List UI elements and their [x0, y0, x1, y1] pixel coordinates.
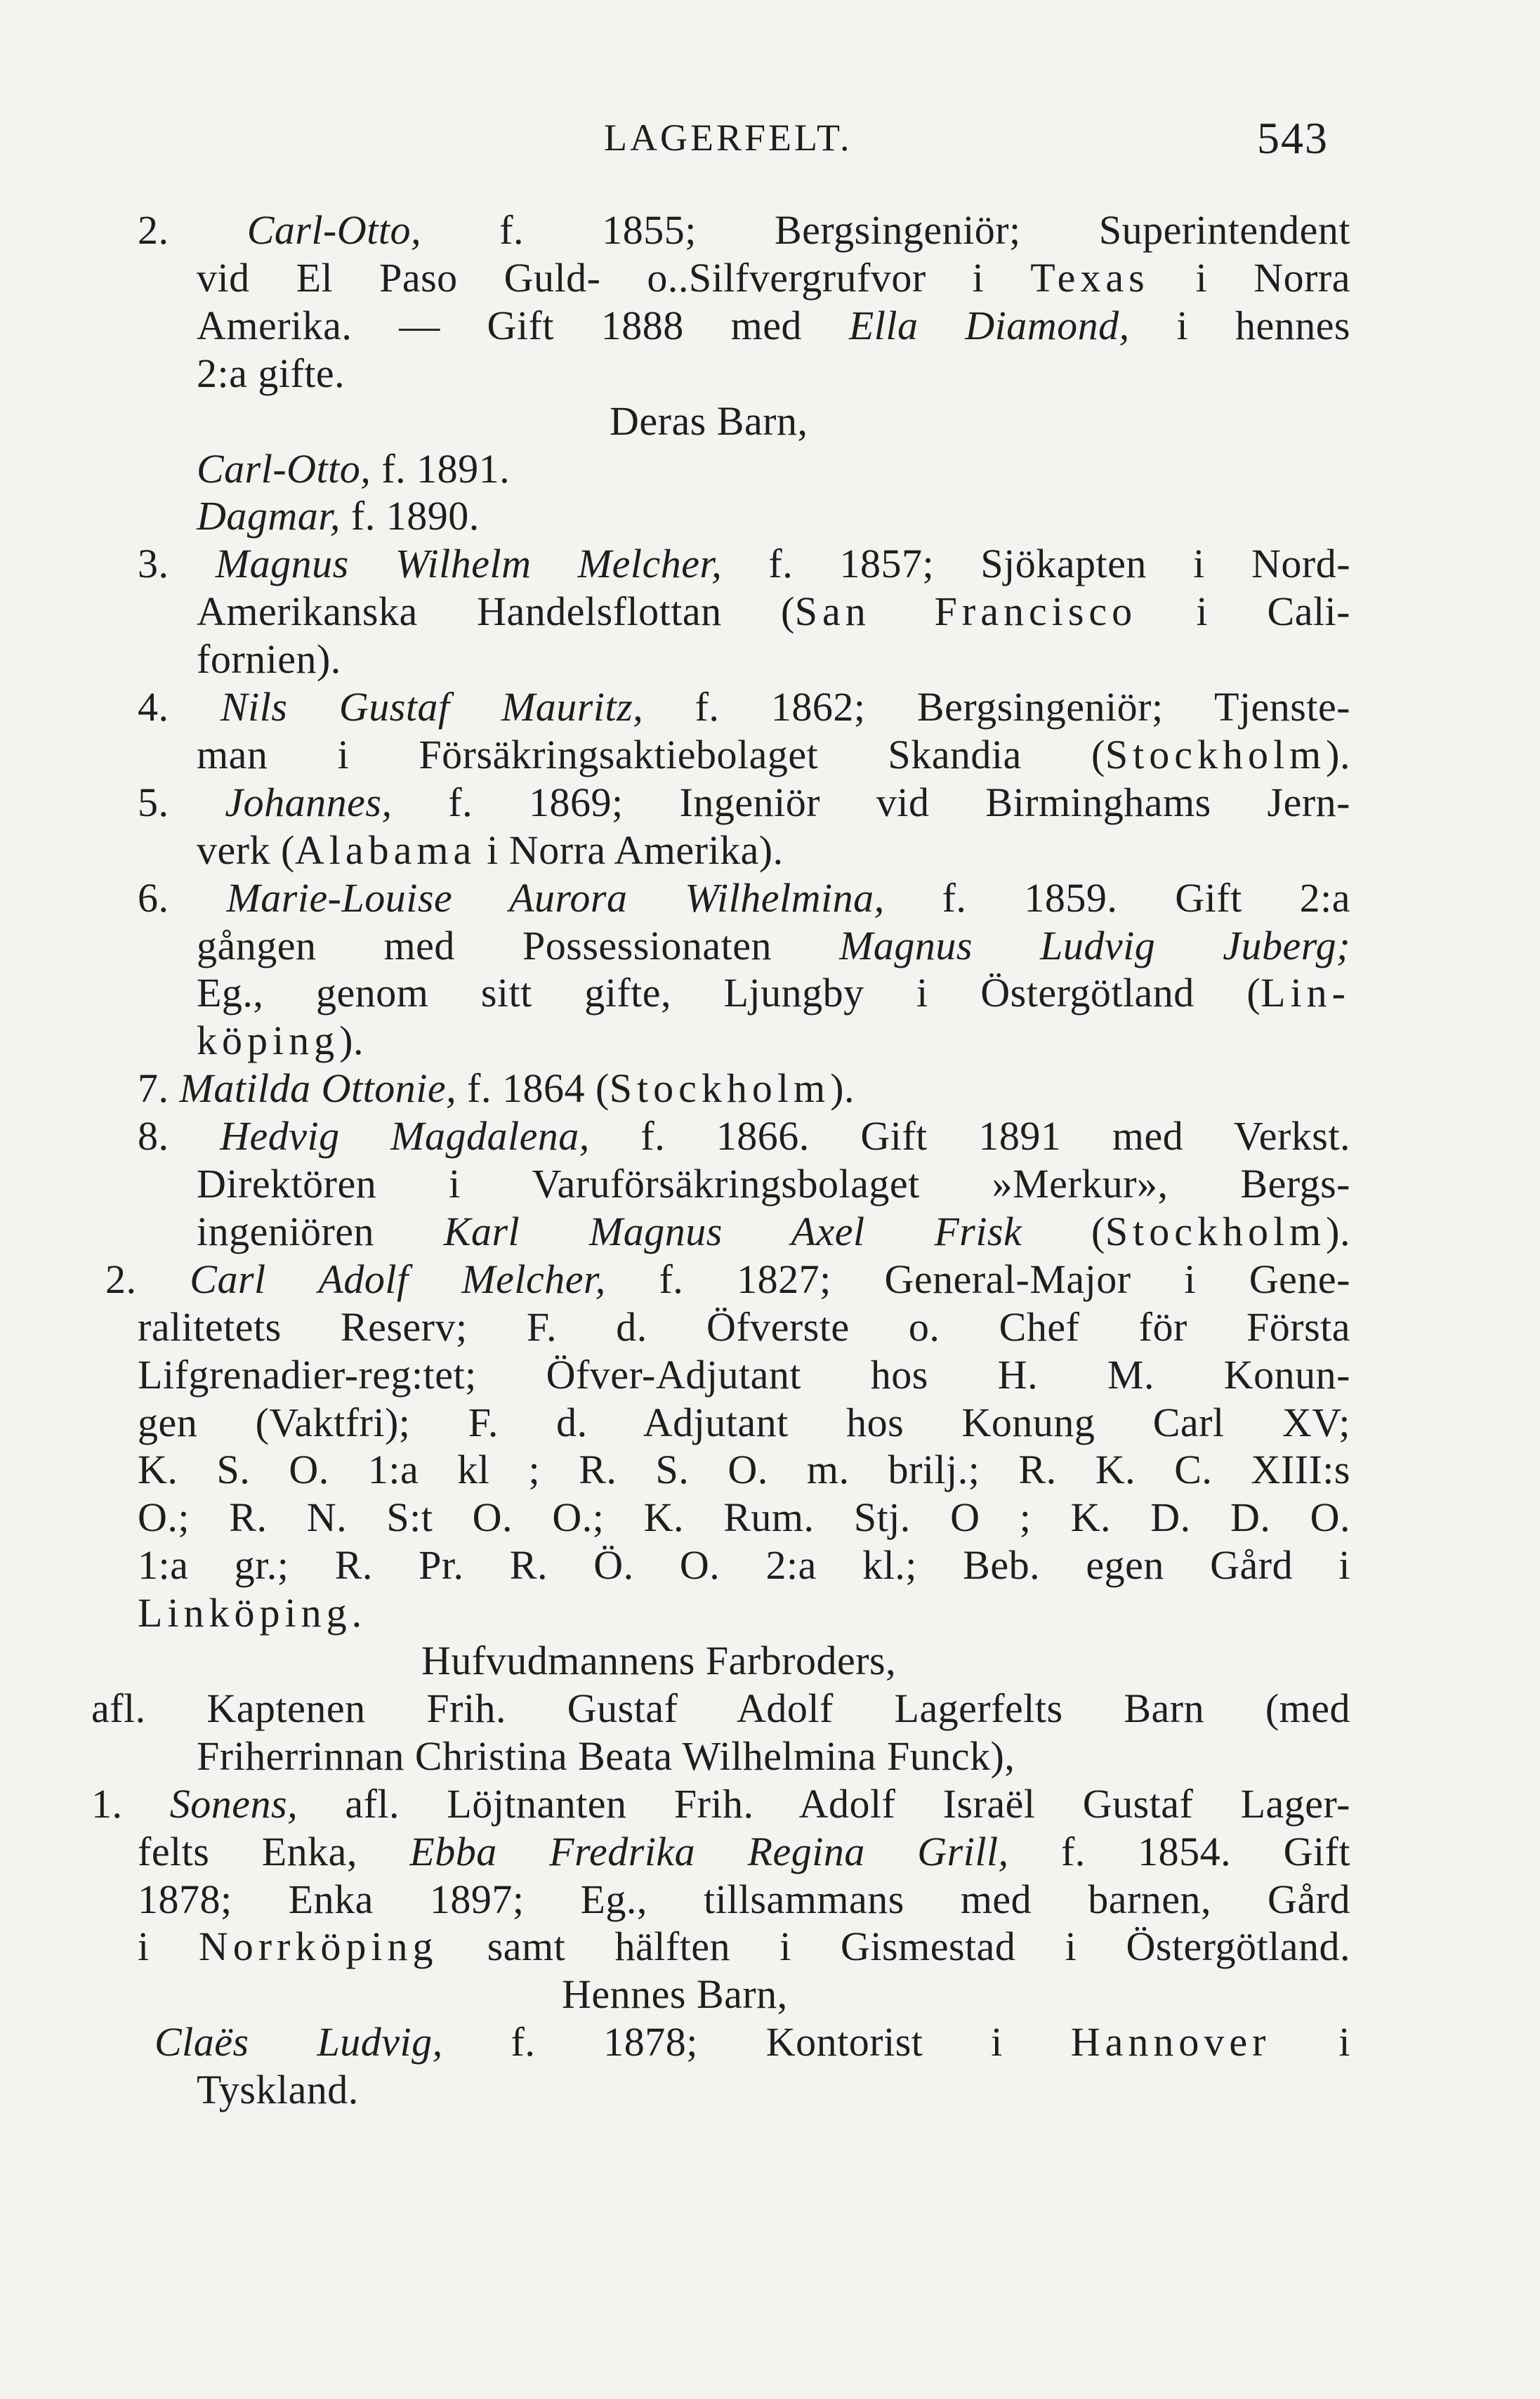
text-line [0, 254, 1540, 303]
text-line [0, 778, 1540, 827]
text-line [0, 349, 1540, 398]
text-run: 7. [138, 1065, 180, 1111]
text-line [0, 1112, 1540, 1161]
text-line [0, 1922, 1540, 1971]
text-line [0, 1016, 1540, 1065]
text-run: K. S. O. 1:a kl ; R. S. O. m. brilj.; R. K. C. XIII:s [138, 1447, 1350, 1492]
text-run: 2:a gifte. [197, 350, 345, 396]
text-run: ingeniören [197, 1209, 444, 1254]
text-run: Carl-Otto, [197, 446, 371, 492]
text-run: Friherrinnan Christina Beata Wilhelmina Funck), [197, 1733, 1015, 1779]
text-run: i [1270, 2019, 1350, 2065]
text-line [0, 1207, 1540, 1256]
text-run: 2. [105, 1256, 190, 1302]
running-head: LAGERFELT. [604, 117, 853, 159]
text-line [0, 1684, 1540, 1733]
text-run: afl. Löjtnanten Frih. Adolf Israël Gustaf Lager- [298, 1781, 1350, 1827]
text-run: 1:a gr.; R. Pr. R. Ö. O. 2:a kl.; Beb. egen Gård i [138, 1542, 1350, 1588]
text-line [0, 1493, 1540, 1542]
text-run: Stockholm [1105, 732, 1327, 777]
text-run: Hufvudmannens Farbroders, [421, 1638, 897, 1683]
text-run: Claës Ludvig, [154, 2019, 443, 2065]
text-run: Carl-Otto, [246, 207, 421, 253]
text-run: Dagmar, [197, 493, 341, 539]
text-line [0, 1445, 1540, 1494]
text-line [0, 397, 1540, 446]
text-run: Ella Diamond, [848, 303, 1130, 348]
text-run: Hennes Barn, [562, 1971, 788, 2017]
text-line [0, 1827, 1540, 1877]
text-run: Ebba Fredrika Regina Grill, [409, 1829, 1009, 1874]
text-line [0, 206, 1540, 255]
text-run: i Norra [1149, 255, 1350, 301]
text-line [0, 826, 1540, 875]
text-run: Lifgrenadier-reg:tet; Öfver-Adjutant hos H. M. Konun- [138, 1352, 1350, 1398]
text-run: Matilda Ottonie, [179, 1065, 457, 1111]
text-run: f. 1857; Sjökapten i Nord- [722, 541, 1350, 586]
text-run: Sonens, [169, 1781, 298, 1827]
text-run: Johannes, [225, 780, 393, 825]
text-run: San Francisco [794, 589, 1138, 634]
text-line [0, 1159, 1540, 1209]
text-line [0, 921, 1540, 971]
text-run: Marie-Louise Aurora Wilhelmina, [226, 875, 885, 921]
text-run: Karl Magnus Axel Frisk [443, 1209, 1022, 1254]
text-run: f. 1869; Ingeniör vid Birminghams Jern- [392, 780, 1350, 825]
text-run: 2. [138, 207, 247, 253]
text-run: Alabama [294, 827, 477, 873]
text-line [0, 2065, 1540, 2115]
text-run: Carl Adolf Melcher, [190, 1256, 606, 1302]
text-run: afl. Kaptenen Frih. Gustaf Adolf Lagerfelts Barn (med [91, 1685, 1350, 1731]
text-run: ). [1326, 732, 1350, 777]
text-line [0, 874, 1540, 923]
text-line [0, 1398, 1540, 1447]
text-run: f. 1862; Bergsingeniör; Tjenste- [643, 684, 1350, 730]
text-line [0, 968, 1540, 1018]
text-run: f. 1864 ( [456, 1065, 610, 1111]
text-run: gången med Possessionaten [197, 923, 840, 968]
text-line [0, 445, 1540, 494]
text-run: 5. [138, 780, 225, 825]
text-run: vid El Paso Guld- o..Silfvergrufvor i [197, 255, 1031, 301]
text-run: köping [197, 1018, 340, 1063]
text-line [0, 1541, 1540, 1590]
text-run: Lin- [1261, 970, 1350, 1016]
text-run: gen (Vaktfri); F. d. Adjutant hos Konung Carl XV; [138, 1400, 1350, 1445]
text-run: ralitetets Reserv; F. d. Öfverste o. Chef för Första [138, 1304, 1350, 1350]
text-run: 8. [138, 1113, 221, 1159]
text-line [0, 1064, 1540, 1113]
text-run: Nils Gustaf Mauritz, [220, 684, 644, 730]
text-line [0, 730, 1540, 780]
text-run: ). [1326, 1209, 1350, 1254]
text-run: O.; R. N. S:t O. O.; K. Rum. Stj. O ; K. D. D. O. [138, 1494, 1350, 1540]
text-run: Texas [1030, 255, 1150, 301]
text-run: 6. [138, 875, 227, 921]
text-line [0, 683, 1540, 732]
text-line [0, 1970, 1540, 2019]
text-line [0, 1350, 1540, 1400]
text-run: Magnus Wilhelm Melcher, [215, 541, 723, 586]
text-run: f. 1891. [371, 446, 511, 492]
text-run: fornien). [197, 636, 341, 682]
text-run: Tyskland. [197, 2067, 359, 2112]
text-run: ). [830, 1065, 855, 1111]
text-run: i Norra Amerika). [476, 827, 784, 873]
text-line [0, 1636, 1540, 1685]
text-line [0, 2018, 1540, 2067]
text-run: Hannover [1070, 2019, 1271, 2065]
text-run: 3. [138, 541, 216, 586]
text-run: i Cali- [1137, 589, 1350, 634]
text-run: 4. [138, 684, 221, 730]
text-run: Deras Barn, [610, 398, 808, 444]
text-line [0, 1875, 1540, 1924]
text-line [0, 587, 1540, 636]
text-line [0, 301, 1540, 350]
text-run: f. 1890. [340, 493, 480, 539]
text-run: 1. [91, 1781, 170, 1827]
text-line [0, 539, 1540, 589]
text-line [0, 635, 1540, 684]
text-run: i [138, 1924, 199, 1969]
text-run: Stockholm [609, 1065, 831, 1111]
text-line [0, 1780, 1540, 1829]
text-run: . [351, 1590, 362, 1636]
text-run: i hennes [1129, 303, 1350, 348]
text-run: f. 1854. Gift [1008, 1829, 1350, 1874]
text-run: samt hälften i Gismestad i Östergötland. [437, 1924, 1350, 1969]
text-run: f. 1866. Gift 1891 med Verkst. [589, 1113, 1350, 1159]
text-line [0, 1255, 1540, 1304]
text-line [0, 1589, 1540, 1638]
text-run: Magnus Ludvig Juberg; [839, 923, 1350, 968]
text-line [0, 1732, 1540, 1781]
text-run: f. 1855; Bergsingeniör; Superintendent [421, 207, 1350, 253]
text-run: Linköping [138, 1590, 352, 1636]
text-run: f. 1878; Kontorist i [442, 2019, 1071, 2065]
text-run: Eg., genom sitt gifte, Ljungby i Östergötland ( [197, 970, 1261, 1016]
text-run: Stockholm [1105, 1209, 1327, 1254]
text-run: Norrköping [198, 1924, 438, 1969]
text-run: Amerikanska Handelsflottan ( [197, 589, 795, 634]
text-run: 1878; Enka 1897; Eg., tillsammans med barnen, Gård [138, 1877, 1350, 1922]
text-line [0, 492, 1540, 541]
text-run: verk ( [197, 827, 295, 873]
text-run: f. 1859. Gift 2:a [884, 875, 1350, 921]
text-run: man i Försäkringsaktiebolaget Skandia ( [197, 732, 1105, 777]
text-run: ). [339, 1018, 364, 1063]
page-number: 543 [1257, 113, 1329, 163]
text-run: ( [1022, 1209, 1105, 1254]
text-run: f. 1827; General-Major i Gene- [605, 1256, 1350, 1302]
text-run: Amerika. — Gift 1888 med [197, 303, 849, 348]
text-run: felts Enka, [138, 1829, 410, 1874]
text-run: Direktören i Varuförsäkringsbolaget »Merkur», Bergs- [197, 1161, 1350, 1207]
text-run: Hedvig Magdalena, [220, 1113, 590, 1159]
text-line [0, 1303, 1540, 1352]
